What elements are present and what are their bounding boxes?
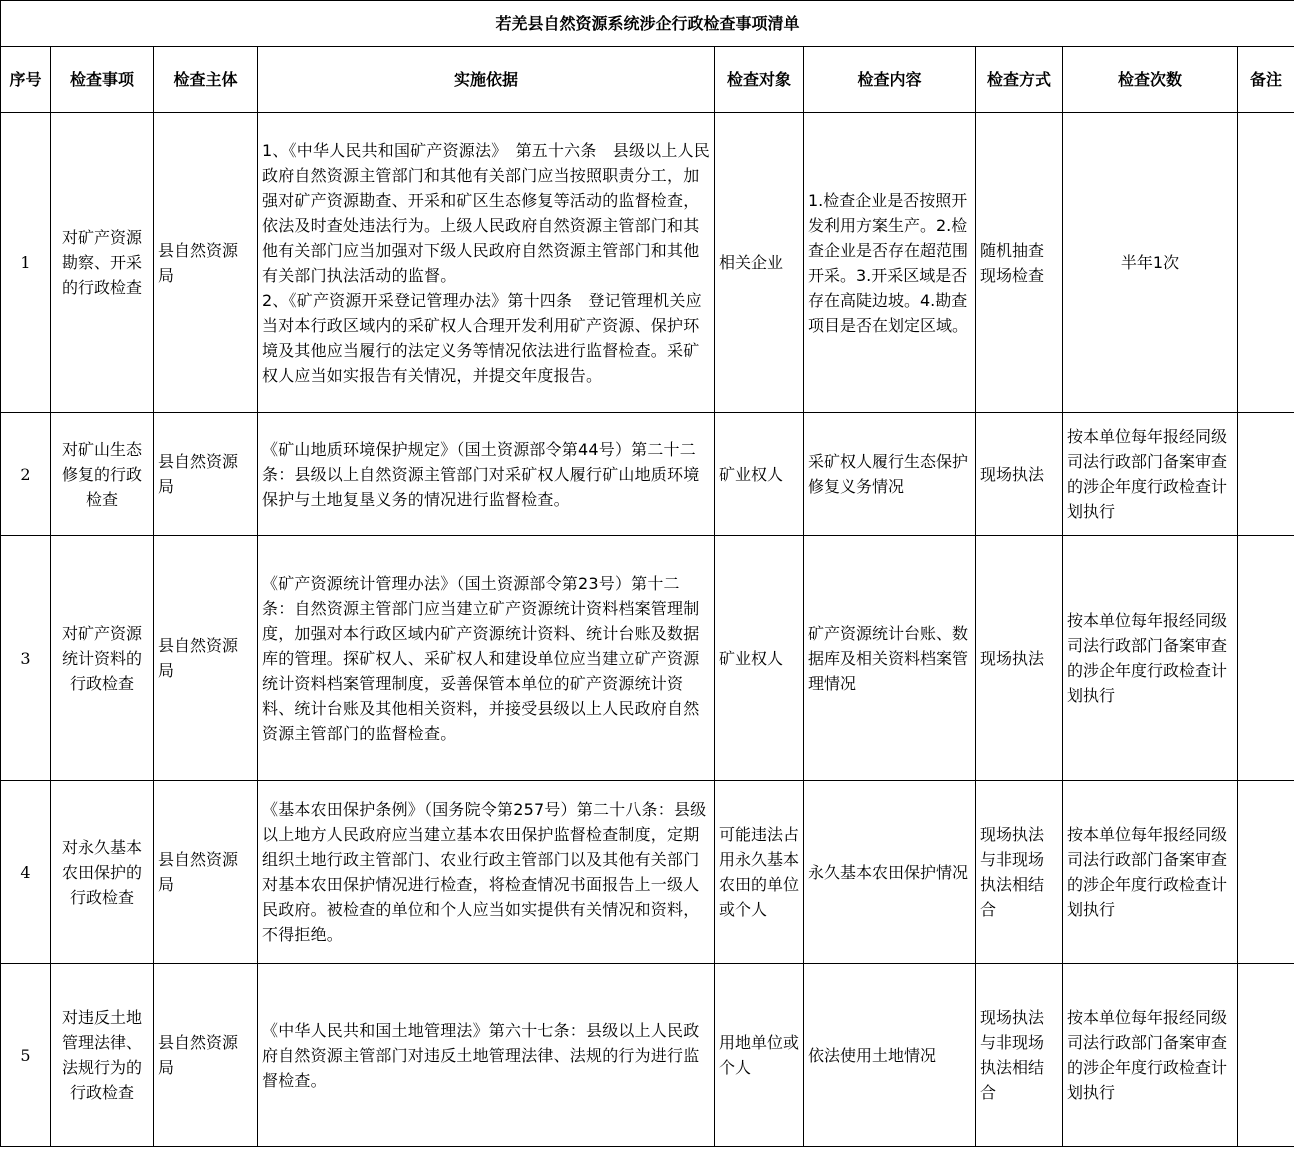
cell-item[interactable]: 对矿产资源统计资料的行政检查 xyxy=(51,536,154,781)
cell-target[interactable]: 相关企业 xyxy=(715,113,804,413)
col-header-subject[interactable]: 检查主体 xyxy=(154,47,258,113)
col-header-seq[interactable]: 序号 xyxy=(1,47,51,113)
cell-basis[interactable]: 《基本农田保护条例》（国务院令第257号）第二十八条：县级以上地方人民政府应当建立基本农田保护监督检查制度，定期组织土地行政主管部门、农业行政主管部门以及其他有关部门对基本农田保护情况进行检查，将检查情况书面报告上一级人民政府。被检查的单位和个人应当如实提供有关情况和资料，不得拒绝。 xyxy=(258,781,715,964)
cell-item[interactable]: 对违反土地管理法律、法规行为的行政检查 xyxy=(51,964,154,1147)
cell-content[interactable]: 依法使用土地情况 xyxy=(804,964,976,1147)
cell-target[interactable]: 用地单位或个人 xyxy=(715,964,804,1147)
cell-content[interactable]: 1.检查企业是否按照开发利用方案生产。2.检查企业是否存在超范围开采。3.开采区域是否存在高陡边坡。4.勘查项目是否在划定区域。 xyxy=(804,113,976,413)
cell-frequency[interactable]: 半年1次 xyxy=(1063,113,1238,413)
col-header-content[interactable]: 检查内容 xyxy=(804,47,976,113)
cell-frequency[interactable]: 按本单位每年报经同级司法行政部门备案审查的涉企年度行政检查计划执行 xyxy=(1063,964,1238,1147)
cell-remark[interactable] xyxy=(1238,413,1294,536)
cell-method[interactable]: 现场执法 xyxy=(976,536,1063,781)
cell-target[interactable]: 矿业权人 xyxy=(715,413,804,536)
sheet-title[interactable]: 若羌县自然资源系统涉企行政检查事项清单 xyxy=(1,1,1294,47)
header-row xyxy=(1,47,1294,113)
cell-seq[interactable]: 1 xyxy=(1,113,51,413)
col-header-frequency[interactable]: 检查次数 xyxy=(1063,47,1238,113)
cell-seq[interactable]: 3 xyxy=(1,536,51,781)
cell-item[interactable]: 对矿山生态修复的行政检查 xyxy=(51,413,154,536)
cell-method[interactable]: 现场执法 xyxy=(976,413,1063,536)
cell-method[interactable]: 随机抽查现场检查 xyxy=(976,113,1063,413)
cell-seq[interactable]: 5 xyxy=(1,964,51,1147)
cell-remark[interactable] xyxy=(1238,113,1294,413)
col-header-method[interactable]: 检查方式 xyxy=(976,47,1063,113)
cell-content[interactable]: 矿产资源统计台账、数据库及相关资料档案管理情况 xyxy=(804,536,976,781)
cell-method[interactable]: 现场执法与非现场执法相结合 xyxy=(976,781,1063,964)
cell-subject[interactable]: 县自然资源局 xyxy=(154,413,258,536)
cell-content[interactable]: 采矿权人履行生态保护修复义务情况 xyxy=(804,413,976,536)
cell-item[interactable]: 对永久基本农田保护的行政检查 xyxy=(51,781,154,964)
cell-frequency[interactable]: 按本单位每年报经同级司法行政部门备案审查的涉企年度行政检查计划执行 xyxy=(1063,536,1238,781)
table-row xyxy=(1,413,1294,536)
cell-method[interactable]: 现场执法与非现场执法相结合 xyxy=(976,964,1063,1147)
cell-basis[interactable]: 《矿山地质环境保护规定》（国土资源部令第44号）第二十二条：县级以上自然资源主管部门对采矿权人履行矿山地质环境保护与土地复垦义务的情况进行监督检查。 xyxy=(258,413,715,536)
cell-seq[interactable]: 2 xyxy=(1,413,51,536)
cell-subject[interactable]: 县自然资源局 xyxy=(154,964,258,1147)
cell-target[interactable]: 可能违法占用永久基本农田的单位或个人 xyxy=(715,781,804,964)
col-header-item[interactable]: 检查事项 xyxy=(51,47,154,113)
cell-target[interactable]: 矿业权人 xyxy=(715,536,804,781)
cell-remark[interactable] xyxy=(1238,781,1294,964)
cell-remark[interactable] xyxy=(1238,964,1294,1147)
cell-frequency[interactable]: 按本单位每年报经同级司法行政部门备案审查的涉企年度行政检查计划执行 xyxy=(1063,781,1238,964)
table-row xyxy=(1,113,1294,413)
cell-subject[interactable]: 县自然资源局 xyxy=(154,781,258,964)
cell-item[interactable]: 对矿产资源勘察、开采的行政检查 xyxy=(51,113,154,413)
table-row xyxy=(1,536,1294,781)
table-row xyxy=(1,781,1294,964)
cell-frequency[interactable]: 按本单位每年报经同级司法行政部门备案审查的涉企年度行政检查计划执行 xyxy=(1063,413,1238,536)
cell-subject[interactable]: 县自然资源局 xyxy=(154,113,258,413)
col-header-target[interactable]: 检查对象 xyxy=(715,47,804,113)
cell-subject[interactable]: 县自然资源局 xyxy=(154,536,258,781)
col-header-basis[interactable]: 实施依据 xyxy=(258,47,715,113)
cell-remark[interactable] xyxy=(1238,536,1294,781)
cell-basis[interactable]: 1、《中华人民共和国矿产资源法》 第五十六条 县级以上人民政府自然资源主管部门和其他有关部门应当按照职责分工，加强对矿产资源勘查、开采和矿区生态修复等活动的监督检查，依法及时查处违法行为。上级人民政府自然资源主管部门和其他有关部门应当加强对下级人民政府自然资源主管部门和其他有关部门执法活动的监督。 2、《矿产资源开采登记管理办法》第十四条 登记管理机关应当对本行政区域内的采矿权人合理开发利用矿产资源、保护环境及其他应当履行的法定义务等情况依法进行监督检查。采矿权人应当如实报告有关情况，并提交年度报告。 xyxy=(258,113,715,413)
cell-basis[interactable]: 《矿产资源统计管理办法》（国土资源部令第23号）第十二条：自然资源主管部门应当建立矿产资源统计资料档案管理制度，加强对本行政区域内矿产资源统计资料、统计台账及数据库的管理。探矿权人、采矿权人和建设单位应当建立矿产资源统计资料档案管理制度，妥善保管本单位的矿产资源统计资料、统计台账及其他相关资料，并接受县级以上人民政府自然资源主管部门的监督检查。 xyxy=(258,536,715,781)
col-header-remark[interactable]: 备注 xyxy=(1238,47,1294,113)
table-row xyxy=(1,964,1294,1147)
cell-seq[interactable]: 4 xyxy=(1,781,51,964)
cell-content[interactable]: 永久基本农田保护情况 xyxy=(804,781,976,964)
cell-basis[interactable]: 《中华人民共和国土地管理法》第六十七条：县级以上人民政府自然资源主管部门对违反土地管理法律、法规的行为进行监督检查。 xyxy=(258,964,715,1147)
